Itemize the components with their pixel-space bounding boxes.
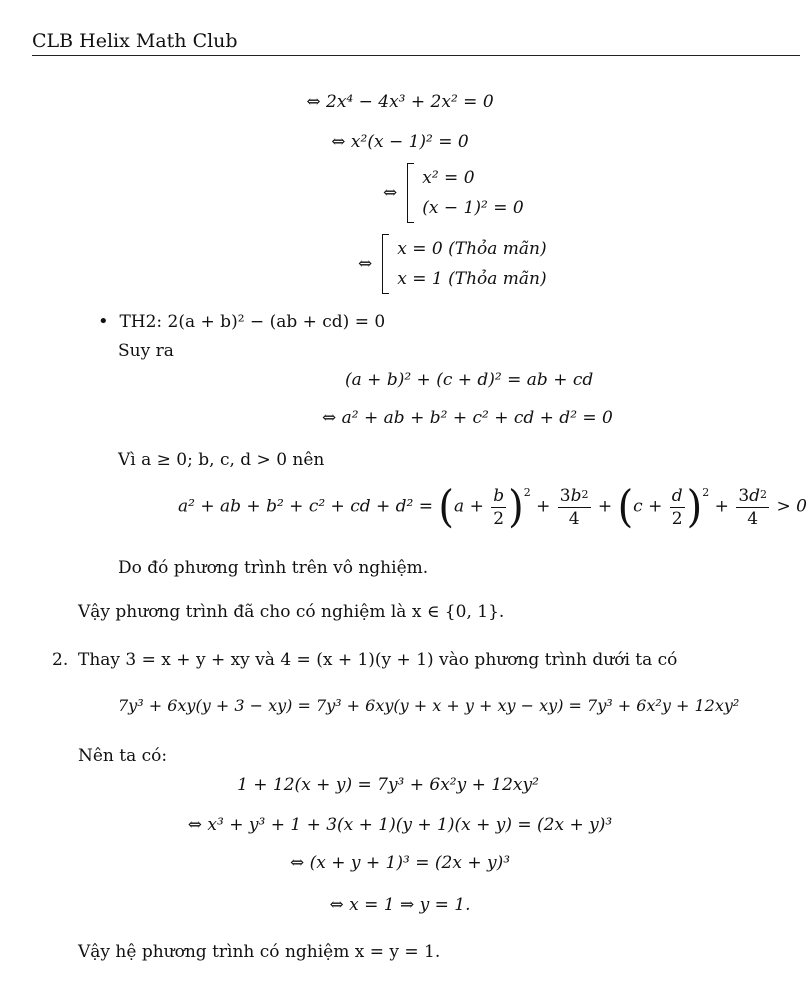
case-1b: (x − 1)² = 0 bbox=[422, 198, 524, 218]
part-2-long-equation: 7y³ + 6xy(y + 3 − xy) = 7y³ + 6xy(y + x + y + xy − xy) = 7y³ + 6x²y + 12xy² bbox=[118, 696, 740, 715]
nen-ta-co: Nên ta có: bbox=[78, 746, 168, 766]
vi-text: Vì a ≥ 0; b, c, d > 0 nên bbox=[118, 450, 325, 470]
part-2-eq-3: ⇔ (x + y + 1)³ = (2x + y)³ bbox=[289, 853, 511, 873]
part-2-eq-2: ⇔ x³ + y³ + 1 + 3(x + 1)(y + 1)(x + y) = (2x + y)³ bbox=[187, 815, 613, 835]
cases-block-2: ⇔ x = 0 (Thỏa mãn) x = 1 (Thỏa mãn) bbox=[358, 234, 547, 294]
page-header: CLB Helix Math Club bbox=[32, 30, 238, 52]
fraction-3d2-over-4: $\frac{3d^2}{4}$ bbox=[738, 485, 768, 529]
suy-ra-text: Suy ra bbox=[118, 341, 174, 361]
case-2b: x = 1 (Thỏa mãn) bbox=[397, 269, 547, 289]
part-2-intro: Thay 3 = x + y + xy và 4 = (x + 1)(y + 1) vào phương trình dưới ta có bbox=[78, 650, 678, 670]
inequality-end: > 0 bbox=[776, 496, 807, 517]
header-rule bbox=[32, 55, 800, 56]
case-1a: x² = 0 bbox=[422, 168, 475, 188]
conclusion-1: Vậy phương trình đã cho có nghiệm là x ∈ {0, 1}. bbox=[78, 602, 505, 622]
case-2a: x = 0 (Thỏa mãn) bbox=[397, 239, 547, 259]
inequality-lhs: a² + ab + b² + c² + cd + d² = bbox=[178, 496, 434, 517]
th2-label: TH2: 2(a + b)² − (ab + cd) = 0 bbox=[119, 312, 386, 332]
fraction-3b2-over-4: $\frac{3b^2}{4}$ bbox=[559, 485, 589, 529]
part-2-eq-1: 1 + 12(x + y) = 7y³ + 6x²y + 12xy² bbox=[237, 775, 539, 795]
cases-block-1: ⇔ x² = 0 (x − 1)² = 0 bbox=[383, 163, 524, 223]
fraction-d-over-2: $\frac{d}{2}$ bbox=[671, 485, 683, 529]
part-2-conclusion: Vậy hệ phương trình có nghiệm x = y = 1. bbox=[78, 942, 441, 962]
fraction-b-over-2: $\frac{b}{2}$ bbox=[493, 485, 505, 529]
th2-equation-1: (a + b)² + (c + d)² = ab + cd bbox=[345, 370, 594, 390]
part-2-number: 2. bbox=[52, 650, 69, 670]
equation-line-1: ⇔ 2x⁴ − 4x³ + 2x² = 0 bbox=[306, 92, 494, 112]
do-do-text: Do đó phương trình trên vô nghiệm. bbox=[118, 558, 429, 578]
th2-equation-2: ⇔ a² + ab + b² + c² + cd + d² = 0 bbox=[322, 408, 613, 428]
inequality-line: a² + ab + b² + c² + cd + d² = (a + $\frac{b}{2}$ )$^2$ + $\frac{3b^2}{4}$ + (c + $\frac{d}{2}$ )$^2$ + $\frac{3d^2}{4}$ > 0 bbox=[178, 481, 807, 533]
part-2-eq-4: ⇔ x = 1 ⇒ y = 1. bbox=[329, 895, 471, 915]
bullet-th2: • TH2: 2(a + b)² − (ab + cd) = 0 bbox=[98, 311, 386, 332]
equation-line-2: ⇔ x²(x − 1)² = 0 bbox=[331, 132, 469, 152]
